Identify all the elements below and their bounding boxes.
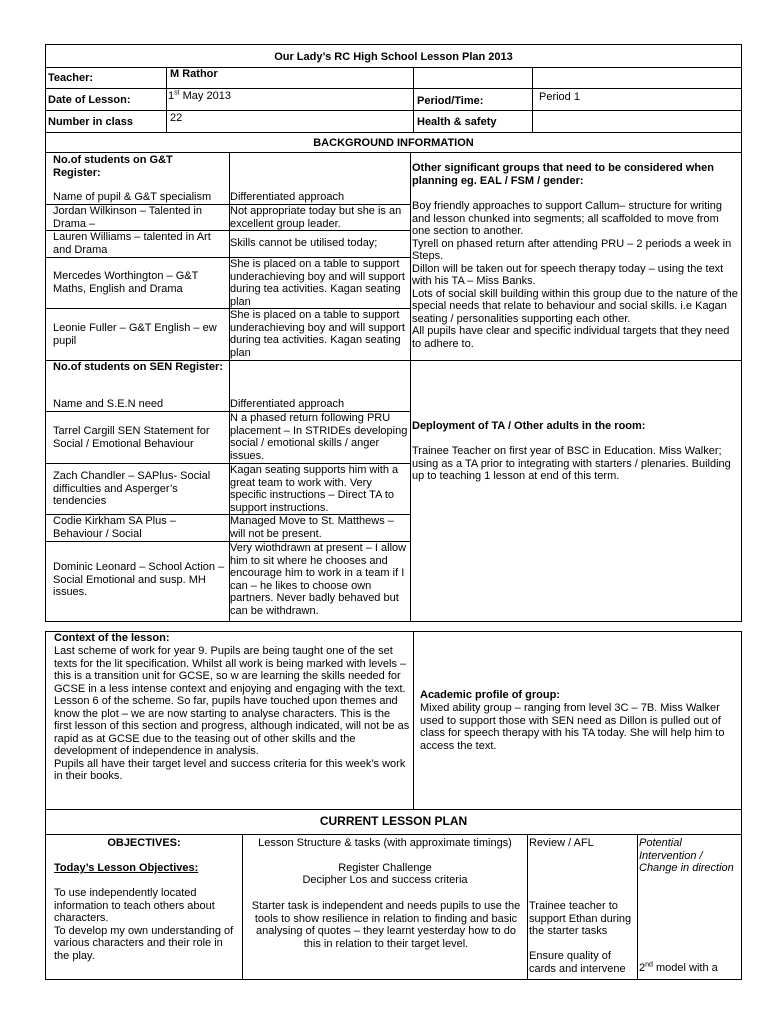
- gt-row-name: Mercedes Worthington – G&T Maths, English and Drama: [53, 270, 199, 295]
- structure-line2: Decipher Los and success criteria: [302, 874, 468, 886]
- sen-col1-header: Name and S.E.N need: [53, 398, 164, 410]
- other-groups-heading: Other significant groups that need to be considered when planning eg. EAL / FSM / gender:: [412, 162, 714, 187]
- period-value: Period 1: [539, 91, 580, 103]
- sen-row-name: Tarrel Cargill SEN Statement for Social / Emotional Behaviour: [53, 425, 210, 450]
- gt-row-approach: Skills cannot be utilised today;: [230, 237, 378, 249]
- sen-row-approach: N a phased return following PRU placement – In STRIDEs developing social / emotional skills / anger issues.: [230, 412, 408, 462]
- gt-row-approach: She is placed on a table to support underachieving boy and will support during tea activities. Kagan seating plan: [230, 309, 405, 359]
- teacher-label: Teacher:: [48, 72, 94, 84]
- structure-line1: Register Challenge: [338, 862, 432, 874]
- gt-col2-header: Differentiated approach: [230, 191, 345, 203]
- review-body-1: Trainee teacher to support Ethan during the starter tasks: [529, 900, 632, 937]
- deployment-body: Trainee Teacher on first year of BSC in Education. Miss Walker; using as a TA prior to integrating with starters / plenaries. Building up to teaching 1 lesson at end of this term.: [412, 445, 731, 482]
- todays-objectives-heading: Today’s Lesson Objectives:: [54, 862, 199, 874]
- deployment-heading: Deployment of TA / Other adults in the room:: [412, 420, 646, 432]
- sen-row-name: Dominic Leonard – School Action – Social Emotional and susp. MH issues.: [53, 561, 225, 598]
- sen-row-approach: Kagan seating supports him with a great team to work with. Very specific instructions – Direct TA to support instructions.: [230, 464, 399, 514]
- current-plan-heading: CURRENT LESSON PLAN: [319, 814, 468, 828]
- review-body-2: Ensure quality of cards and intervene: [529, 950, 626, 975]
- sen-row-approach: Managed Move to St. Matthews – will not be present.: [230, 515, 394, 540]
- objectives-heading: OBJECTIVES:: [107, 837, 181, 849]
- gt-row-approach: Not appropriate today but she is an excellent group leader.: [230, 205, 402, 230]
- gt-col1-header: Name of pupil & G&T specialism: [53, 191, 212, 203]
- sen-col2-header: Differentiated approach: [230, 398, 345, 410]
- sen-row-approach: Very wiothdrawn at present – I allow him to sit where he chooses and encourage him to work in a team if I can – he likes to choose own partners. Never badly behaved but can be withdrawn.: [230, 542, 407, 617]
- sen-heading: No.of students on SEN Register:: [53, 361, 223, 373]
- gt-row-name: Leonie Fuller – G&T English – ew pupil: [53, 322, 217, 347]
- context-heading: Context of the lesson:: [54, 632, 170, 644]
- number-label: Number in class: [48, 116, 133, 128]
- gt-row-approach: She is placed on a table to support underachieving boy and will support during tea activities. Kagan seating plan: [230, 258, 405, 308]
- gt-row-name: Jordan Wilkinson – Talented in Drama –: [53, 205, 202, 230]
- gt-heading: No.of students on G&T Register:: [53, 154, 173, 179]
- other-groups-body: Boy friendly approaches to support Callum– structure for writing and lesson chunked into segments; all scaffolded to move from one section to another. Tyrell on phased return after attending PRU – 2 periods a week in Steps. Dillon will be taken out for speech therapy today – using the text with his TA – Miss Banks. Lots of social skill building within this group due to the nature of the special needs that relate to behaviour and social skills. i.e Kagan seating / personalities supporting each other. All pupils have clear and specific individual targets that they need to adhere to.: [412, 200, 738, 350]
- document-title: Our Lady’s RC High School Lesson Plan 2013: [274, 51, 513, 63]
- gt-row-name: Lauren Williams – talented in Art and Drama: [53, 231, 211, 256]
- background-heading: BACKGROUND INFORMATION: [313, 137, 474, 149]
- academic-body: Mixed ability group – ranging from level 3C – 7B. Miss Walker used to support those with SEN need as Dillon is pulled out of class for speech therapy with his TA today. She will help him to access the text.: [420, 702, 725, 752]
- academic-heading: Academic profile of group:: [420, 689, 560, 701]
- lesson-date: 1st May 2013: [168, 89, 231, 102]
- review-heading: Review / AFL: [529, 837, 594, 849]
- sen-row-name: Zach Chandler – SAPlus- Social difficulties and Asperger’s tendencies: [53, 470, 211, 507]
- intervention-note: 2nd model with a: [639, 961, 718, 974]
- sen-row-name: Codie Kirkham SA Plus – Behaviour / Social: [53, 515, 176, 540]
- health-safety-label: Health & safety: [417, 116, 497, 128]
- teacher-name: M Rathor: [170, 68, 218, 80]
- structure-heading: Lesson Structure & tasks (with approximate timings): [258, 837, 512, 849]
- intervention-heading: Potential Intervention / Change in direction: [639, 837, 734, 874]
- structure-body: Starter task is independent and needs pupils to use the tools to show resilience in relation to finding and basic analysing of quotes – they learnt yesterday how to do this in relation to their target level.: [251, 900, 521, 950]
- objectives-body: To use independently located information to teach others about characters. To develop my own understanding of various characters and their role in the play.: [54, 887, 234, 962]
- number-value: 22: [170, 112, 183, 124]
- period-label: Period/Time:: [417, 95, 484, 107]
- context-body: Last scheme of work for year 9. Pupils are being taught one of the set texts for the lit specification. Whilst all work is being marked with levels – this is a transition unit for GCSE, so w are learning the skills needed for GCSE in a less intense context and enjoying and engaging with the text. Lesson 6 of the scheme. So far, pupils have touched upon themes and know the plot – we are now starting to analyse characters. This is the first lesson of this section and progress, although indicated, will not be as rapid as at GCSE due to the teasing out of other skills and the development of independence in analysis. Pupils all have their target level and success criteria for this week’s work in their books.: [54, 645, 410, 782]
- date-label: Date of Lesson:: [48, 94, 131, 106]
